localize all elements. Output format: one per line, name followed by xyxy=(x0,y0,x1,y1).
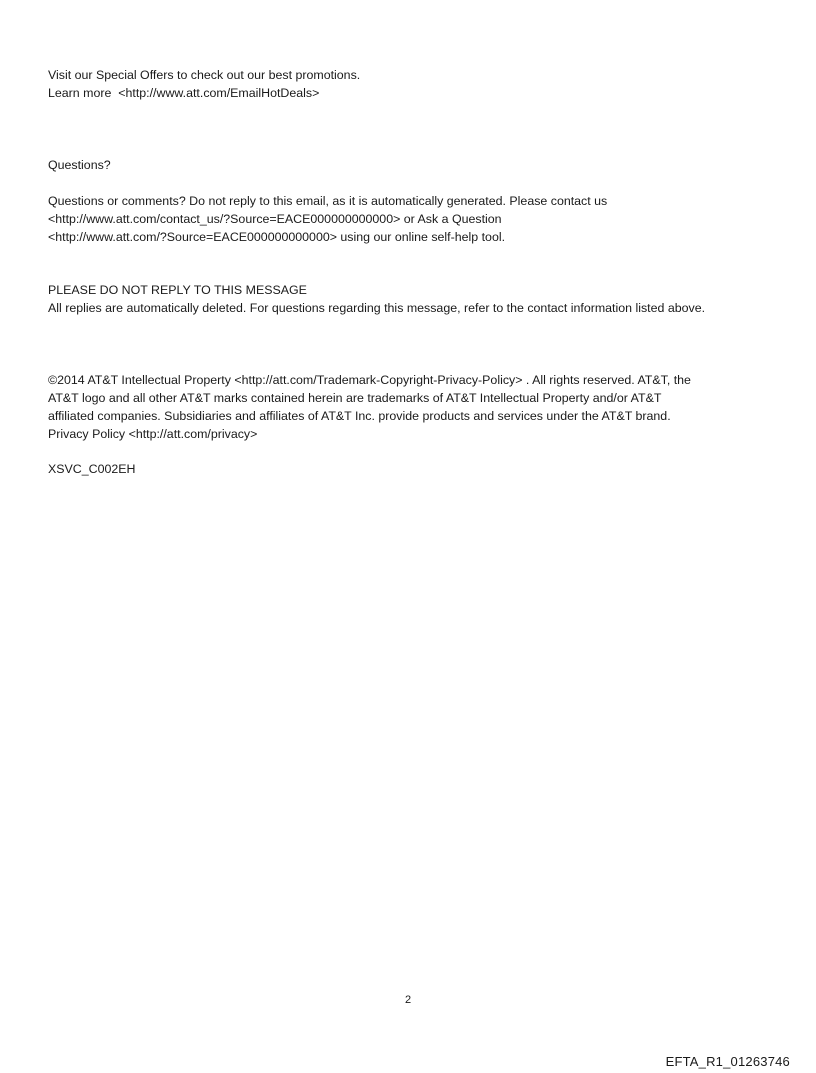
copyright-text: ©2014 AT&T Intellectual Property xyxy=(48,373,231,387)
no-reply-text: All replies are automatically deleted. For questions regarding this message, refer to the contact information listed above. xyxy=(48,301,706,315)
offers-section xyxy=(48,66,788,102)
offers-text: Visit our Special Offers to check out our best promotions. xyxy=(48,68,361,82)
questions-heading: Questions? xyxy=(48,158,111,172)
email-hot-deals-link[interactable]: <http://www.att.com/EmailHotDeals> xyxy=(118,86,320,100)
no-reply-section xyxy=(48,281,788,317)
ask-question-link[interactable]: <http://www.att.com/?Source=EACE000000000000> xyxy=(48,230,337,244)
ask-line xyxy=(48,228,788,246)
privacy-line xyxy=(48,425,788,443)
privacy-link[interactable]: <http://att.com/privacy> xyxy=(128,427,258,441)
contact-line xyxy=(48,210,788,228)
page-number: 2 xyxy=(404,994,412,1006)
questions-text: Questions or comments? Do not reply to this email, as it is automatically generated. Please contact us xyxy=(48,194,608,208)
self-help-text: using our online self-help tool. xyxy=(336,230,506,244)
questions-section xyxy=(48,192,788,246)
message-code: XSVC_C002EH xyxy=(48,462,136,476)
ask-question-text: or Ask a Question xyxy=(400,212,502,226)
learn-more-line xyxy=(48,84,788,102)
learn-more-label: Learn more xyxy=(48,86,112,100)
trademark-text: AT&T logo and all other AT&T marks contained herein are trademarks of AT&T Intellectual Property and/or AT&T xyxy=(48,391,662,405)
affiliates-text: affiliated companies. Subsidiaries and affiliates of AT&T Inc. provide products and services under the AT&T brand. xyxy=(48,409,671,423)
privacy-label: Privacy Policy xyxy=(48,427,126,441)
no-reply-heading: PLEASE DO NOT REPLY TO THIS MESSAGE xyxy=(48,283,307,297)
rights-text: . All rights reserved. AT&T, the xyxy=(522,373,691,387)
legal-section xyxy=(48,371,788,443)
contact-us-link[interactable]: <http://www.att.com/contact_us/?Source=EACE000000000000> xyxy=(48,212,401,226)
document-id: EFTA_R1_01263746 xyxy=(665,1054,790,1069)
copyright-line xyxy=(48,371,788,389)
trademark-link[interactable]: <http://att.com/Trademark-Copyright-Privacy-Policy> xyxy=(234,373,523,387)
